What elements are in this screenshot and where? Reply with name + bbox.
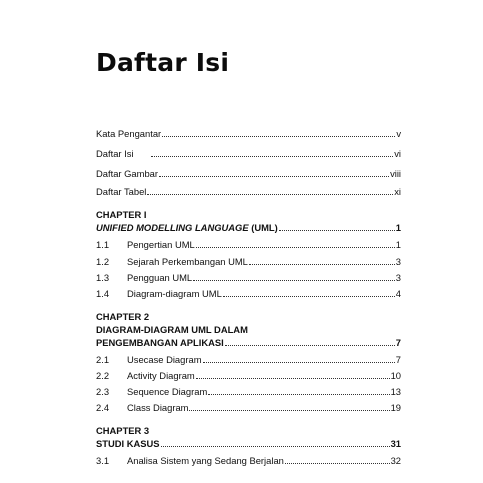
chapter-title-line2: PENGEMBANGAN APLIKASI [96, 337, 224, 348]
toc-entry-kata-pengantar[interactable] [96, 128, 401, 140]
entry-page: 3 [395, 256, 401, 267]
dot-leader [208, 394, 389, 395]
dot-leader [193, 280, 395, 281]
dot-leader [189, 410, 389, 411]
chapter-heading: CHAPTER I [96, 209, 147, 220]
chapter-title-entry[interactable] [96, 222, 401, 234]
dot-leader [249, 264, 395, 265]
entry-page: 32 [390, 455, 401, 466]
dot-leader [196, 378, 390, 379]
dot-leader [285, 463, 390, 464]
entry-page: 1 [395, 222, 401, 233]
section-number: 1.3 [96, 272, 110, 283]
toc-entry-daftar-tabel[interactable] [96, 186, 401, 198]
section-number: 1.1 [96, 239, 110, 250]
chapter-title: STUDI KASUS [96, 438, 160, 449]
entry-page: 19 [390, 402, 401, 413]
chapter-title-rest: (UML) [248, 222, 278, 233]
entry-label: Activity Diagram [127, 370, 195, 381]
toc-entry[interactable] [96, 272, 401, 284]
section-number: 1.2 [96, 256, 110, 267]
entry-label: Diagram-diagram UML [127, 288, 222, 299]
entry-page: 13 [390, 386, 401, 397]
dot-leader [203, 362, 395, 363]
toc-entry[interactable] [96, 455, 401, 467]
entry-label: Analisa Sistem yang Sedang Berjalan [127, 455, 284, 466]
toc-entry[interactable] [96, 256, 401, 268]
entry-label: Daftar Isi [96, 148, 134, 159]
toc-entry[interactable] [96, 370, 401, 382]
entry-page: 10 [390, 370, 401, 381]
toc-entry[interactable] [96, 402, 401, 414]
section-number: 2.3 [96, 386, 110, 397]
entry-page: 3 [395, 272, 401, 283]
dot-leader [196, 247, 395, 248]
page-title: Daftar Isi [96, 48, 230, 77]
toc-entry-daftar-gambar[interactable] [96, 168, 401, 180]
chapter-title-entry[interactable] [96, 337, 401, 349]
section-number: 2.4 [96, 402, 110, 413]
entry-page: 31 [390, 438, 401, 449]
dot-leader [151, 156, 394, 157]
entry-page: 4 [395, 288, 401, 299]
entry-label: Sejarah Perkembangan UML [127, 256, 248, 267]
entry-page: 7 [395, 354, 401, 365]
chapter-title-italic: UNIFIED MODELLING LANGUAGE [96, 222, 249, 233]
toc-entry[interactable] [96, 354, 401, 366]
dot-leader [159, 176, 389, 177]
entry-label: Pengertian UML [127, 239, 195, 250]
entry-page: 7 [395, 337, 401, 348]
entry-page: vi [394, 148, 401, 159]
toc-entry[interactable] [96, 386, 401, 398]
entry-label: Kata Pengantar [96, 128, 162, 139]
entry-page: xi [394, 186, 401, 197]
entry-label: Sequence Diagram [127, 386, 208, 397]
section-number: 3.1 [96, 455, 110, 466]
entry-label: Class Diagram [127, 402, 189, 413]
section-number: 1.4 [96, 288, 110, 299]
dot-leader [279, 230, 395, 231]
entry-page: viii [390, 168, 401, 179]
entry-label: Pengguan UML [127, 272, 193, 283]
toc-entry[interactable] [96, 288, 401, 300]
dot-leader [161, 446, 390, 447]
entry-label: Usecase Diagram [127, 354, 202, 365]
dot-leader [225, 345, 395, 346]
chapter-heading: CHAPTER 2 [96, 311, 150, 322]
dot-leader [147, 194, 393, 195]
toc-entry[interactable] [96, 239, 401, 251]
toc-entry-daftar-isi[interactable] [96, 148, 401, 160]
section-number: 2.1 [96, 354, 110, 365]
section-number: 2.2 [96, 370, 110, 381]
chapter-title [96, 222, 278, 234]
chapter-title-entry[interactable] [96, 438, 401, 450]
entry-page: 1 [395, 239, 401, 250]
dot-leader [162, 136, 395, 137]
entry-label: Daftar Tabel [96, 186, 147, 197]
entry-page: v [396, 128, 401, 139]
chapter-heading: CHAPTER 3 [96, 425, 150, 436]
dot-leader [223, 296, 395, 297]
chapter-title-line1: DIAGRAM-DIAGRAM UML DALAM [96, 324, 248, 335]
entry-label: Daftar Gambar [96, 168, 158, 179]
